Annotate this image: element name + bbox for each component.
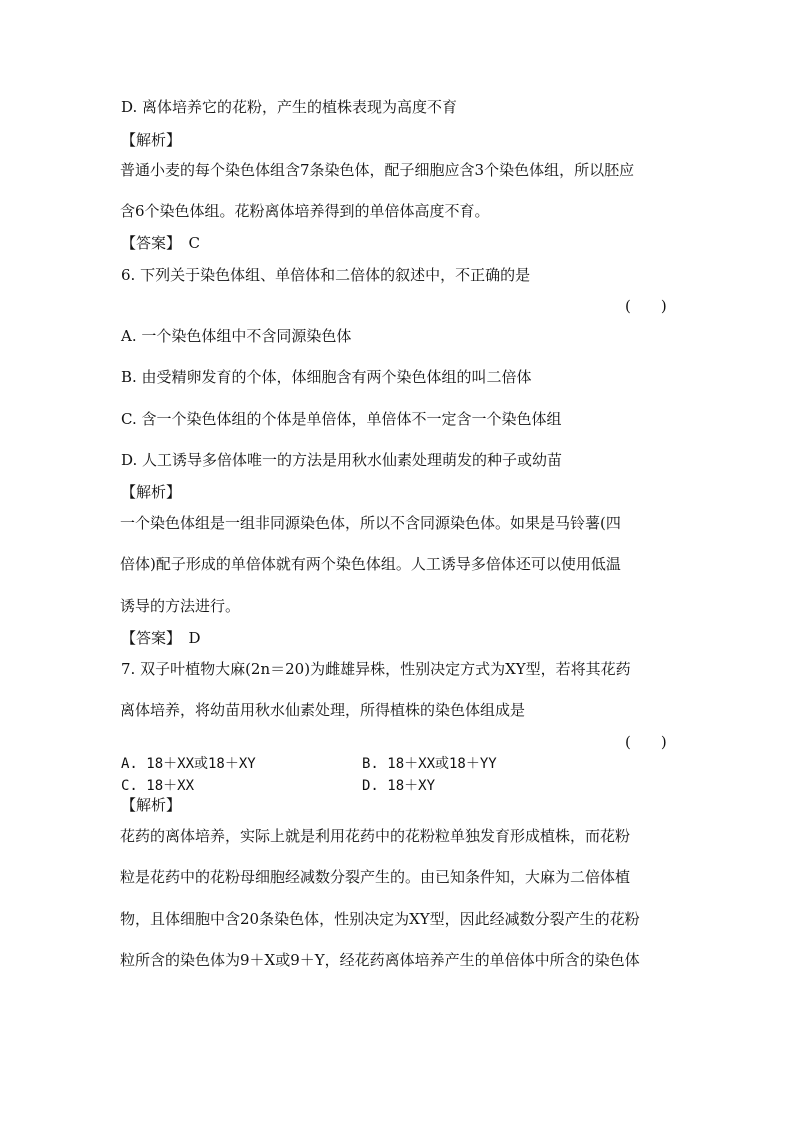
- q7-analysis-label: 【解析】: [121, 796, 182, 814]
- q7-analysis-line-3: 物，且体细胞中含20条染色体，性别决定为XY型，因此经减数分裂产生的花粉: [120, 910, 640, 928]
- q7-analysis-line-2: 粒是花药中的花粉母细胞经减数分裂产生的。由已知条件知，大麻为二倍体植: [120, 868, 631, 886]
- q5-analysis-line-1: 普通小麦的每个染色体组含7条染色体，配子细胞应含3个染色体组，所以胚应: [120, 161, 635, 179]
- q6-analysis-label: 【解析】: [121, 483, 182, 501]
- q6-analysis-line-3: 诱导的方法进行。: [120, 597, 241, 615]
- q6-option-a: A. 一个染色体组中不含同源染色体: [121, 327, 352, 345]
- q7-stem-line-1: 7. 双子叶植物大麻(2n＝20)为雌雄异株，性别决定方式为XY型，若将其花药: [121, 660, 631, 678]
- q6-answer-paren: ( ): [625, 297, 667, 315]
- q6-option-b: B. 由受精卵发育的个体，体细胞含有两个染色体组的叫二倍体: [121, 368, 532, 386]
- q6-analysis-line-2: 倍体)配子形成的单倍体就有两个染色体组。人工诱导多倍体还可以使用低温: [120, 555, 621, 573]
- q6-option-c: C. 含一个染色体组的个体是单倍体，单倍体不一定含一个染色体组: [121, 410, 562, 428]
- q7-option-d: D. 18＋XY: [362, 778, 436, 794]
- q6-stem: 6. 下列关于染色体组、单倍体和二倍体的叙述中，不正确的是: [121, 266, 531, 284]
- q7-option-c: C. 18＋XX: [121, 778, 195, 794]
- q7-analysis-line-4: 粒所含的染色体为9＋X或9＋Y，经花药离体培养产生的单倍体中所含的染色体: [120, 951, 640, 969]
- q5-answer: 【答案】 C: [121, 234, 200, 252]
- q5-option-d: D. 离体培养它的花粉，产生的植株表现为高度不育: [121, 98, 458, 116]
- q7-stem-line-2: 离体培养，将幼苗用秋水仙素处理，所得植株的染色体组成是: [120, 701, 526, 719]
- q7-answer-paren: ( ): [625, 733, 667, 751]
- q7-option-a: A. 18＋XX或18＋XY: [121, 756, 256, 772]
- q6-answer: 【答案】 D: [121, 629, 201, 647]
- q5-analysis-label: 【解析】: [121, 131, 182, 149]
- q6-option-d: D. 人工诱导多倍体唯一的方法是用秋水仙素处理萌发的种子或幼苗: [121, 451, 563, 469]
- q7-analysis-line-1: 花药的离体培养，实际上就是利用花药中的花粉粒单独发育形成植株，而花粉: [120, 827, 631, 845]
- q6-analysis-line-1: 一个染色体组是一组非同源染色体，所以不含同源染色体。如果是马铃薯(四: [120, 514, 621, 532]
- q5-analysis-line-2: 含6个染色体组。花粉离体培养得到的单倍体高度不育。: [120, 202, 490, 220]
- q7-option-b: B. 18＋XX或18＋YY: [362, 756, 497, 772]
